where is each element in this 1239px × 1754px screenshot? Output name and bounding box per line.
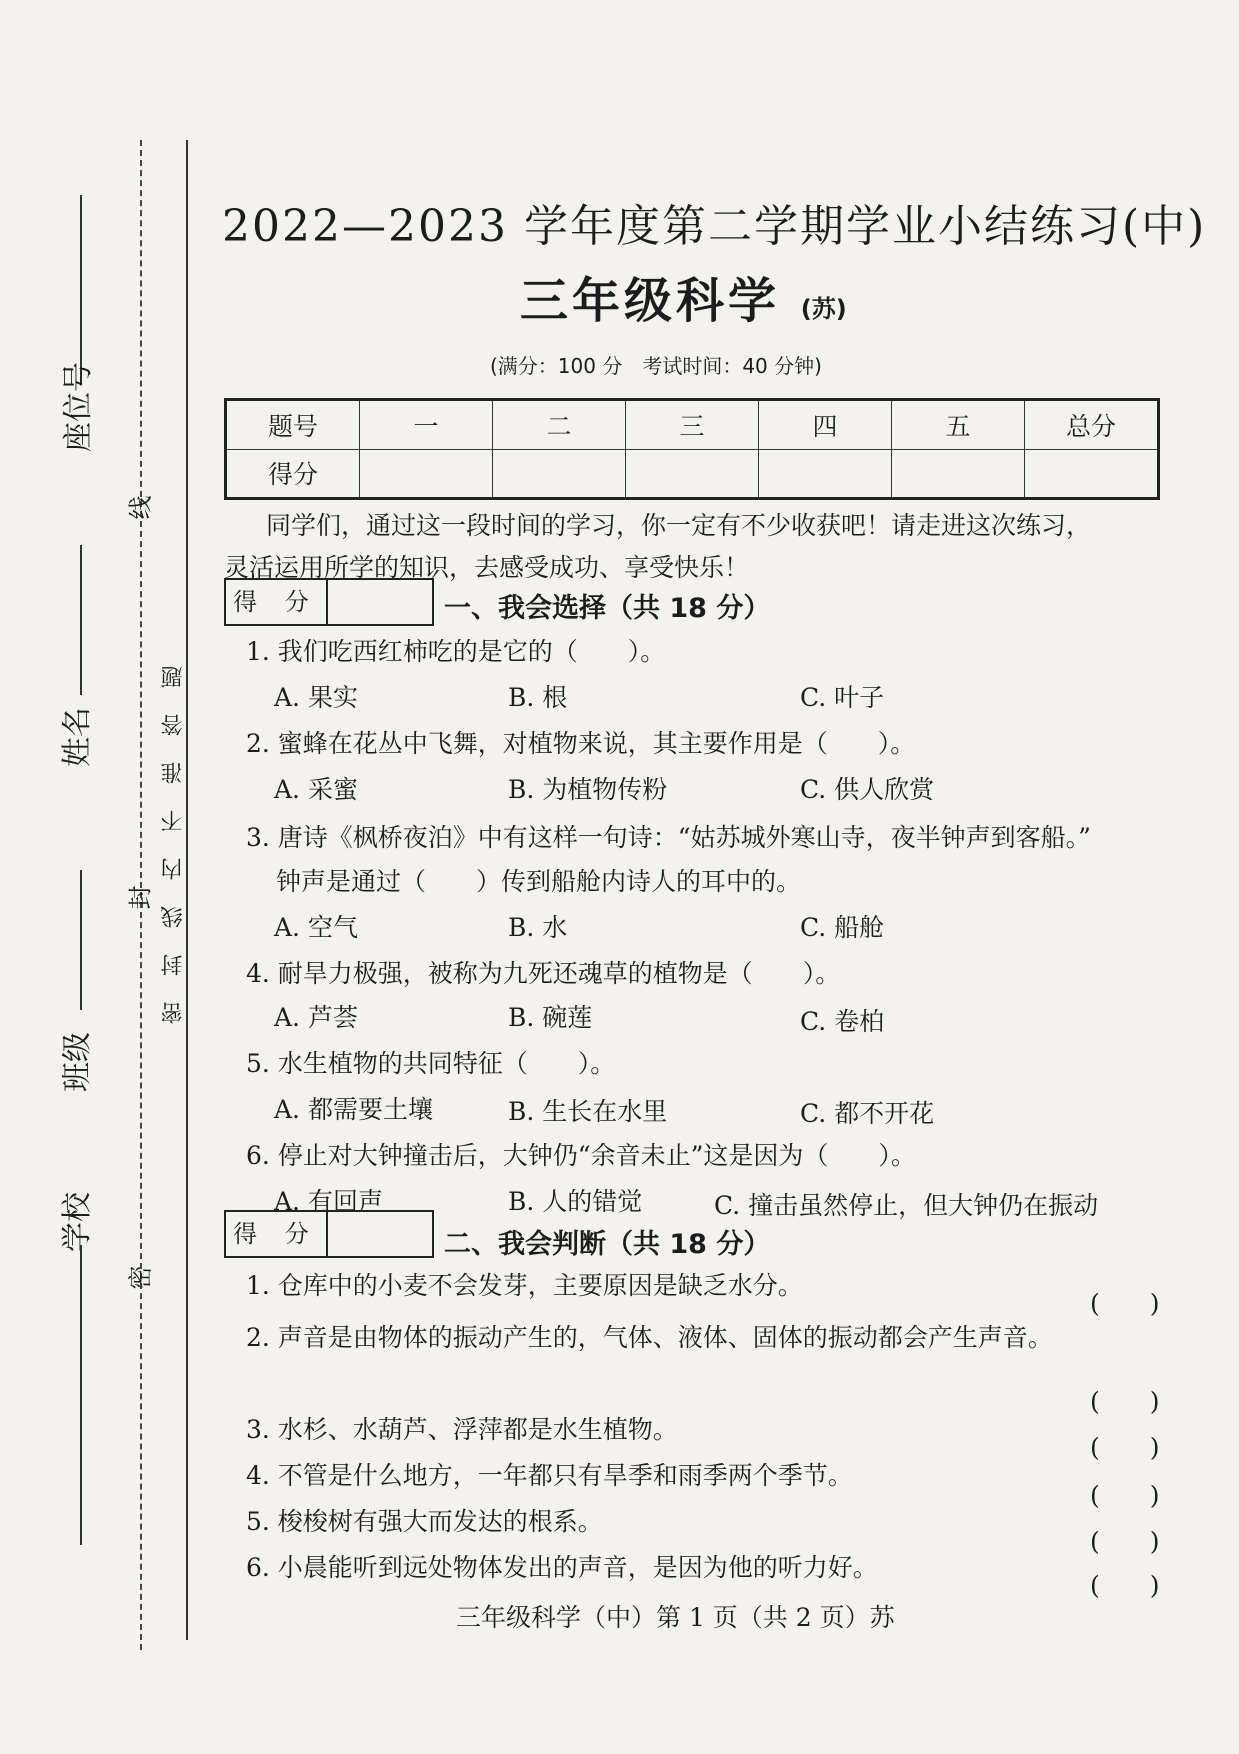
margin-underline-seat bbox=[80, 195, 82, 385]
option-b: B. 为植物传粉 bbox=[508, 775, 668, 804]
question-4: 4. 耐旱力极强，被称为九死还魂草的植物是（ ）。 bbox=[246, 959, 841, 988]
answer-paren[interactable]: ( ) bbox=[1090, 1387, 1160, 1416]
option-b: B. 生长在水里 bbox=[508, 1097, 668, 1126]
answer-paren[interactable]: ( ) bbox=[1090, 1571, 1160, 1600]
option-b: B. 碗莲 bbox=[508, 1003, 593, 1032]
score-table-header: 总分 bbox=[1025, 400, 1159, 450]
score-cell[interactable] bbox=[759, 449, 892, 499]
score-cell[interactable] bbox=[360, 449, 493, 499]
option-a: A. 都需要土壤 bbox=[274, 1095, 433, 1124]
section1-score-box bbox=[224, 578, 434, 626]
question-2: 2. 蜜蜂在花丛中飞舞，对植物来说，其主要作用是（ ）。 bbox=[246, 729, 916, 758]
question-6: 6. 停止对大钟撞击后，大钟仍“余音未止”这是因为（ ）。 bbox=[246, 1141, 916, 1170]
option-b: B. 人的错觉 bbox=[508, 1187, 643, 1216]
option-c: C. 供人欣赏 bbox=[800, 775, 935, 804]
answer-paren[interactable]: ( ) bbox=[1090, 1481, 1160, 1510]
judge-question-2: 2. 声音是由物体的振动产生的，气体、液体、固体的振动都会产生声音。 bbox=[246, 1323, 1053, 1352]
score-box-field[interactable] bbox=[328, 1212, 432, 1256]
option-c: C. 都不开花 bbox=[800, 1099, 935, 1128]
class-label: 班级 bbox=[60, 1032, 95, 1092]
option-a: A. 有回声 bbox=[274, 1187, 383, 1216]
intro-line-1: 同学们，通过这一段时间的学习，你一定有不少收获吧！请走进这次练习， bbox=[266, 511, 1092, 540]
option-a: A. 果实 bbox=[274, 683, 358, 712]
judge-question-4: 4. 不管是什么地方，一年都只有旱季和雨季两个季节。 bbox=[246, 1461, 853, 1490]
score-cell[interactable] bbox=[892, 449, 1025, 499]
page-footer: 三年级科学（中）第 1 页（共 2 页）苏 bbox=[456, 1603, 895, 1632]
school-label: 学校 bbox=[60, 1192, 95, 1252]
score-box-label: 得 分 bbox=[226, 1212, 328, 1256]
judge-question-5: 5. 梭梭树有强大而发达的根系。 bbox=[246, 1507, 603, 1536]
score-table-header: 五 bbox=[892, 400, 1025, 450]
judge-question-3: 3. 水杉、水葫芦、浮萍都是水生植物。 bbox=[246, 1415, 678, 1444]
seat-label: 座位号 bbox=[61, 362, 96, 452]
score-box-field[interactable] bbox=[328, 580, 432, 624]
section1-title: 一、我会选择（共 18 分） bbox=[444, 593, 771, 624]
score-table-score-row bbox=[226, 449, 1159, 499]
option-c: C. 叶子 bbox=[800, 683, 885, 712]
answer-paren[interactable]: ( ) bbox=[1090, 1433, 1160, 1462]
question-3: 3. 唐诗《枫桥夜泊》中有这样一句诗：“姑苏城外寒山寺，夜半钟声到客船。” bbox=[246, 823, 1091, 852]
seal-notice: 密封线内不准答题 bbox=[161, 640, 186, 1024]
section2-score-box bbox=[224, 1210, 434, 1258]
score-table-header: 四 bbox=[759, 400, 892, 450]
margin-underline-name bbox=[80, 545, 82, 695]
answer-paren[interactable]: ( ) bbox=[1090, 1289, 1160, 1318]
question-1: 1. 我们吃西红柿吃的是它的（ ）。 bbox=[246, 637, 666, 666]
judge-question-1: 1. 仓库中的小麦不会发芽，主要原因是缺乏水分。 bbox=[246, 1271, 803, 1300]
score-box-label: 得 分 bbox=[226, 580, 328, 624]
subtitle-tag: (苏) bbox=[800, 295, 847, 323]
score-table-header: 题号 bbox=[226, 400, 360, 450]
option-a: A. 芦荟 bbox=[274, 1003, 358, 1032]
subtitle-text: 三年级科学 bbox=[520, 273, 781, 329]
score-table-row-label: 得分 bbox=[226, 449, 360, 499]
exam-info: (满分：100 分 考试时间：40 分钟) bbox=[490, 354, 822, 378]
answer-paren[interactable]: ( ) bbox=[1090, 1527, 1160, 1556]
option-a: A. 空气 bbox=[274, 913, 358, 942]
page-subtitle bbox=[520, 262, 847, 331]
mi-char: 密 bbox=[126, 1265, 155, 1290]
score-table-header: 一 bbox=[360, 400, 493, 450]
score-table-header: 三 bbox=[626, 400, 759, 450]
margin-underline-school bbox=[80, 1245, 82, 1545]
option-b: B. 水 bbox=[508, 913, 568, 942]
score-table-header: 二 bbox=[493, 400, 626, 450]
option-b: B. 根 bbox=[508, 683, 568, 712]
option-c: C. 撞击虽然停止，但大钟仍在振动 bbox=[714, 1191, 1099, 1220]
name-label: 姓名 bbox=[60, 707, 95, 767]
judge-question-6: 6. 小晨能听到远处物体发出的声音，是因为他的听力好。 bbox=[246, 1553, 878, 1582]
score-table-header-row bbox=[226, 400, 1159, 450]
option-c: C. 船舱 bbox=[800, 913, 885, 942]
option-a: A. 采蜜 bbox=[274, 775, 358, 804]
section2-title: 二、我会判断（共 18 分） bbox=[444, 1229, 771, 1260]
margin-underline-class bbox=[80, 870, 82, 1010]
score-cell[interactable] bbox=[626, 449, 759, 499]
seal-line-char: 线 bbox=[126, 495, 155, 520]
seal-char: 封 bbox=[126, 885, 155, 910]
question-5: 5. 水生植物的共同特征（ ）。 bbox=[246, 1049, 616, 1078]
score-cell[interactable] bbox=[1025, 449, 1159, 499]
option-c: C. 卷柏 bbox=[800, 1007, 885, 1036]
score-cell[interactable] bbox=[493, 449, 626, 499]
score-table bbox=[224, 398, 1160, 500]
paper-left-border bbox=[186, 140, 188, 1640]
question-3-line-2: 钟声是通过（ ）传到船舱内诗人的耳中的。 bbox=[276, 867, 802, 896]
page-title: 2022—2023 学年度第二学期学业小结练习(中) bbox=[222, 201, 1207, 252]
intro-line-2: 灵活运用所学的知识，去感受成功、享受快乐！ bbox=[224, 553, 750, 582]
